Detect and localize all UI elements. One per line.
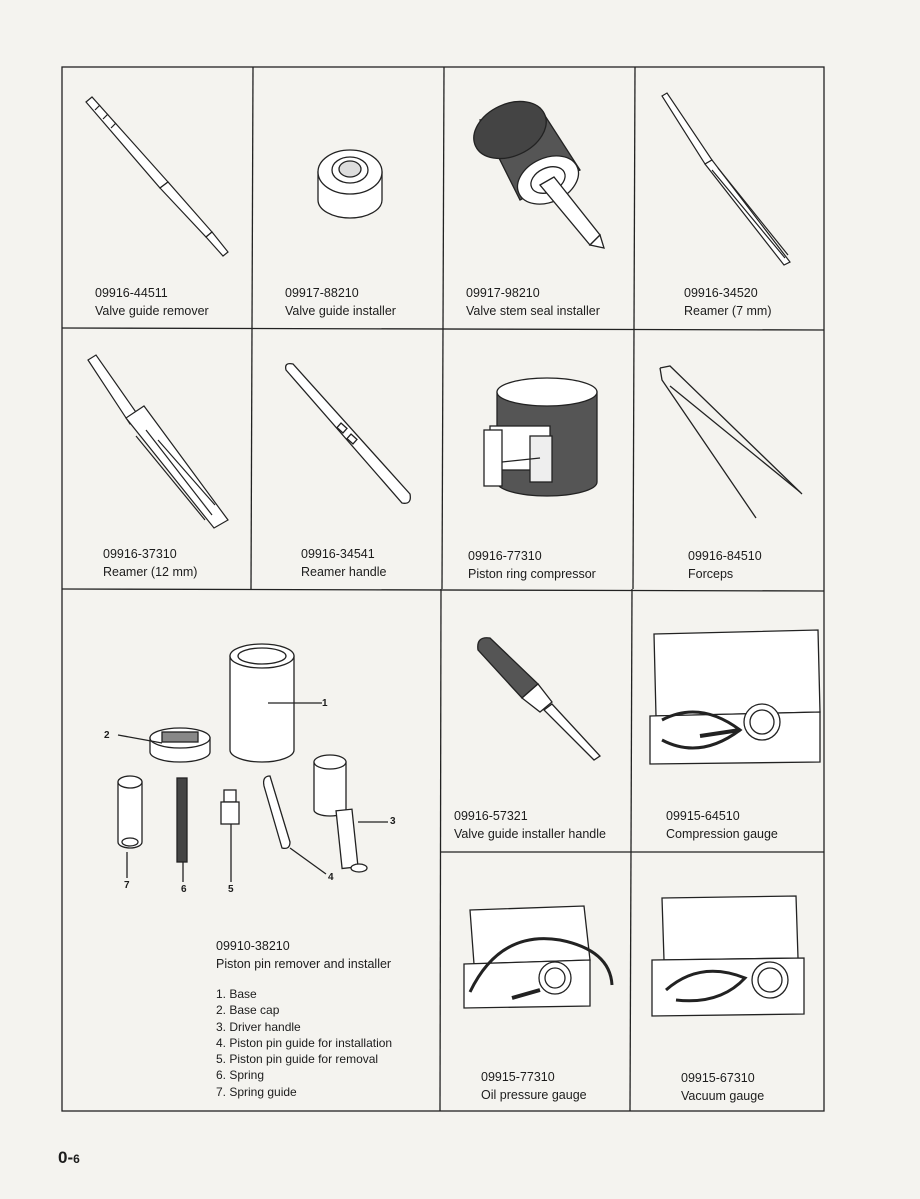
list-item: 3. Driver handle <box>216 1019 301 1034</box>
list-item: 6. Spring <box>216 1068 265 1083</box>
tool-name: Reamer handle <box>301 565 387 579</box>
part-number: 09916-44511 <box>95 286 168 300</box>
callout-2: 2 <box>104 730 110 741</box>
list-item: 7. Spring guide <box>216 1084 297 1099</box>
tool-name: Piston ring compressor <box>468 567 596 581</box>
tool-name: Valve guide installer handle <box>454 827 606 841</box>
part-number: 09915-64510 <box>666 809 740 823</box>
part-number: 09916-77310 <box>468 549 542 563</box>
tool-name: Oil pressure gauge <box>481 1088 587 1102</box>
tool-name: Valve guide installer <box>285 304 396 318</box>
callout-7: 7 <box>124 880 130 891</box>
tool-name: Valve stem seal installer <box>466 304 600 318</box>
tool-name: Vacuum gauge <box>681 1089 765 1103</box>
tool-name: Reamer (7 mm) <box>684 304 772 318</box>
tool-name: Compression gauge <box>666 827 778 841</box>
part-number: 09917-98210 <box>466 286 540 300</box>
part-number: 09916-34520 <box>684 286 758 300</box>
callout-1: 1 <box>322 698 328 709</box>
list-item: 1. Base <box>216 987 257 1001</box>
callout-4: 4 <box>328 872 334 883</box>
part-number: 09915-77310 <box>481 1070 555 1084</box>
part-number: 09916-37310 <box>103 547 177 561</box>
tool-name: Forceps <box>688 567 734 581</box>
tool-name: Piston pin remover and installer <box>216 957 392 971</box>
part-number: 09916-34541 <box>301 547 375 561</box>
page-number-sub: 6 <box>73 1152 80 1166</box>
callout-5: 5 <box>228 884 234 895</box>
part-number: 09916-57321 <box>454 809 528 823</box>
list-item: 2. Base cap <box>216 1003 280 1018</box>
parts-list <box>216 986 392 1100</box>
list-item: 5. Piston pin guide for removal <box>216 1052 379 1067</box>
part-number: 09910-38210 <box>216 939 290 953</box>
tool-name: Reamer (12 mm) <box>103 565 198 579</box>
tool-name: Valve guide remover <box>95 304 209 318</box>
page-number-main: 0- <box>58 1148 74 1167</box>
part-number: 09916-84510 <box>688 549 762 563</box>
callout-6: 6 <box>181 884 187 895</box>
part-number: 09915-67310 <box>681 1071 755 1085</box>
callout-3: 3 <box>390 816 396 827</box>
part-number: 09917-88210 <box>285 286 359 300</box>
page-number <box>58 1148 80 1168</box>
list-item: 4. Piston pin guide for installation <box>216 1035 393 1050</box>
